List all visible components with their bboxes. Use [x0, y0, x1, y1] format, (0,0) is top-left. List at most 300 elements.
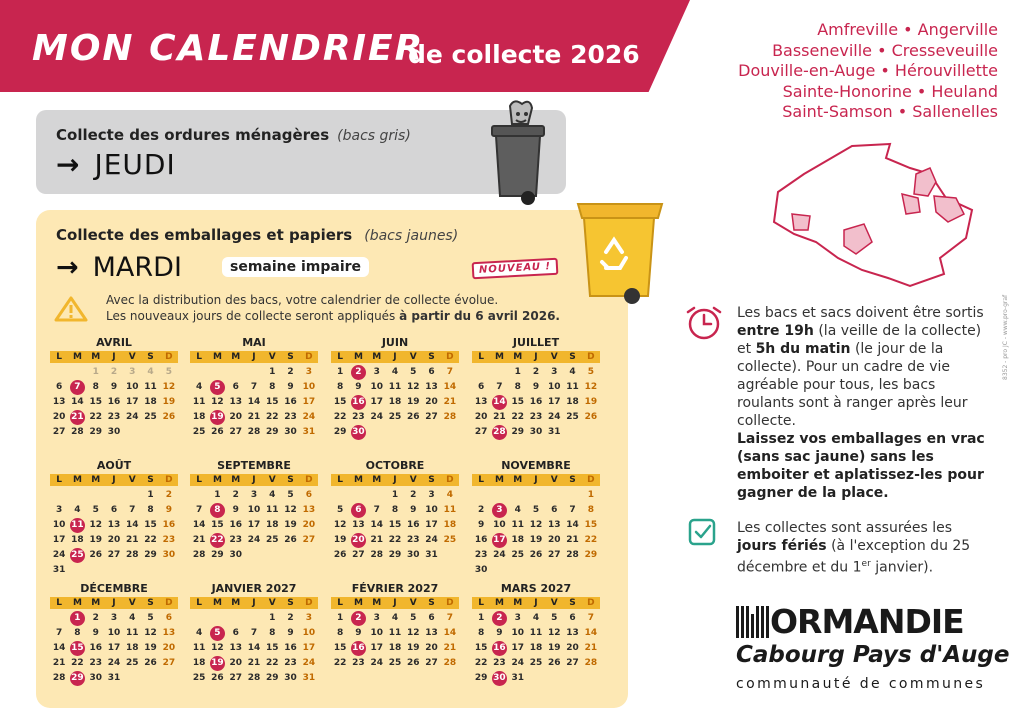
day-cell: 1 — [391, 490, 399, 500]
day-cell: 5 — [147, 613, 154, 623]
day-cell: 27 — [566, 658, 579, 668]
month-3 — [331, 336, 459, 440]
day-cell: 15 — [511, 397, 524, 407]
weekday-label: M — [353, 598, 363, 608]
weekday-label: S — [569, 475, 576, 485]
household-waste-subtitle: (bacs gris) — [337, 128, 411, 144]
day-cell: 23 — [407, 535, 420, 545]
weekday-header — [472, 351, 600, 363]
day-cell: 17 — [126, 397, 139, 407]
day-grid — [472, 611, 600, 686]
day-cell: 14 — [247, 397, 261, 407]
day-cell: 22 — [89, 412, 102, 422]
weekday-label: D — [165, 475, 173, 485]
day-cell: 1 — [587, 490, 594, 500]
weekday-label: S — [569, 352, 576, 362]
day-cell: 7 — [129, 505, 136, 515]
day-cell: 12 — [211, 643, 224, 653]
day-cell: 5 — [165, 367, 172, 377]
day-cell: 20 — [107, 535, 121, 545]
day-cell: 9 — [110, 382, 118, 392]
month-name: MAI — [242, 336, 266, 349]
empty-cell — [87, 488, 105, 503]
day-cell: 23 — [284, 412, 297, 422]
checkbox-icon — [688, 518, 720, 546]
day-cell: 8 — [74, 628, 81, 638]
day-cell: 24 — [126, 412, 139, 422]
weekday-label: L — [478, 598, 485, 608]
day-cell: 23 — [107, 412, 121, 422]
day-grid — [472, 488, 600, 578]
day-cell: 19 — [407, 643, 420, 653]
clock-icon — [684, 306, 724, 342]
collection-day: 2 — [349, 365, 367, 380]
collection-day: 30 — [490, 671, 508, 686]
day-cell: 9 — [410, 505, 417, 515]
collection-day: 15 — [68, 641, 86, 656]
day-cell: 3 — [551, 367, 558, 377]
weekday-label: V — [128, 475, 136, 485]
day-cell: 13 — [566, 628, 579, 638]
day-cell: 24 — [370, 658, 383, 668]
day-cell: 13 — [474, 397, 488, 407]
day-cell: 17 — [52, 535, 66, 545]
day-cell: 30 — [529, 427, 543, 437]
day-cell: 29 — [333, 427, 347, 437]
weekday-label: D — [305, 598, 313, 608]
day-cell: 19 — [529, 535, 543, 545]
day-cell: 5 — [410, 367, 417, 377]
day-cell: 24 — [548, 412, 561, 422]
day-cell: 18 — [388, 643, 402, 653]
day-cell: 4 — [514, 505, 521, 515]
day-cell: 25 — [443, 535, 457, 545]
empty-cell — [190, 611, 208, 626]
weekday-label: M — [212, 598, 222, 608]
day-cell: 21 — [584, 643, 598, 653]
day-cell: 3 — [428, 490, 435, 500]
day-cell: 28 — [71, 427, 84, 437]
day-cell: 27 — [302, 535, 316, 545]
day-cell: 16 — [529, 397, 543, 407]
day-cell: 10 — [425, 505, 438, 515]
weekday-label: S — [147, 598, 154, 608]
day-cell: 18 — [126, 643, 139, 653]
day-cell: 4 — [129, 613, 136, 623]
day-cell: 1 — [147, 490, 154, 500]
day-cell: 13 — [107, 520, 121, 530]
weekday-label: L — [478, 475, 485, 485]
day-cell: 13 — [162, 628, 176, 638]
day-cell: 6 — [305, 490, 312, 500]
day-cell: 7 — [569, 505, 576, 515]
day-cell: 23 — [493, 658, 506, 668]
day-cell: 30 — [89, 673, 102, 683]
packaging-subtitle: (bacs jaunes) — [364, 228, 459, 244]
month-7 — [331, 459, 459, 563]
day-cell: 24 — [302, 658, 316, 668]
day-cell: 11 — [388, 382, 402, 392]
empty-cell — [208, 611, 226, 626]
day-cell: 9 — [165, 505, 172, 515]
empty-cell — [245, 611, 263, 626]
weekday-label: V — [268, 475, 276, 485]
collection-day: 14 — [490, 395, 508, 410]
empty-cell — [190, 365, 208, 380]
day-cell: 11 — [566, 382, 579, 392]
day-cell: 25 — [126, 658, 139, 668]
collection-day: 11 — [68, 518, 86, 533]
collection-day: 21 — [68, 410, 86, 425]
empty-cell — [68, 365, 86, 380]
weekday-label: D — [446, 475, 454, 485]
day-cell: 27 — [352, 550, 365, 560]
weekday-header — [331, 597, 459, 609]
day-cell: 9 — [496, 628, 503, 638]
weekday-label: S — [147, 475, 154, 485]
day-cell: 4 — [446, 490, 453, 500]
day-cell: 7 — [446, 367, 453, 377]
weekday-label: L — [337, 352, 344, 362]
day-cell: 12 — [407, 628, 420, 638]
weekday-header — [331, 474, 459, 486]
day-cell: 27 — [548, 550, 561, 560]
day-cell: 2 — [287, 367, 294, 377]
day-cell: 10 — [126, 382, 139, 392]
day-cell: 9 — [355, 382, 362, 392]
collection-day: 8 — [208, 503, 226, 518]
weekday-label: M — [353, 352, 363, 362]
day-cell: 10 — [511, 628, 524, 638]
month-1 — [50, 336, 178, 440]
day-cell: 14 — [443, 628, 457, 638]
weekday-label: S — [569, 598, 576, 608]
day-cell: 2 — [478, 505, 485, 515]
day-cell: 28 — [443, 658, 457, 668]
day-cell: 20 — [425, 397, 438, 407]
month-name: NOVEMBRE — [501, 459, 571, 472]
day-cell: 6 — [232, 382, 239, 392]
logo-cabourg: Cabourg Pays d'Auge — [736, 642, 1010, 668]
day-grid — [331, 611, 459, 671]
day-cell: 3 — [129, 367, 136, 377]
day-cell: 29 — [584, 550, 598, 560]
yellow-bin-icon — [574, 196, 666, 308]
day-cell: 10 — [247, 505, 261, 515]
month-8 — [472, 459, 600, 578]
empty-cell — [545, 488, 563, 503]
day-cell: 5 — [287, 490, 294, 500]
new-badge: NOUVEAU ! — [472, 258, 559, 279]
day-cell: 4 — [391, 613, 399, 623]
day-cell: 31 — [302, 673, 316, 683]
day-cell: 19 — [333, 535, 347, 545]
collection-day: 17 — [490, 533, 508, 548]
day-cell: 19 — [89, 535, 102, 545]
day-cell: 13 — [548, 520, 561, 530]
day-cell: 8 — [391, 505, 399, 515]
weekday-label: J — [534, 352, 538, 362]
day-cell: 27 — [52, 427, 66, 437]
collection-day: 2 — [349, 611, 367, 626]
day-cell: 15 — [388, 520, 402, 530]
empty-cell — [472, 488, 490, 503]
day-cell: 31 — [52, 565, 66, 575]
weekday-label: J — [112, 598, 116, 608]
weekday-label: L — [196, 352, 203, 362]
empty-cell — [563, 488, 581, 503]
weekday-header — [50, 474, 178, 486]
day-cell: 30 — [107, 427, 121, 437]
household-waste-title: Collecte des ordures ménagères (bacs gris) — [56, 126, 411, 144]
day-cell: 22 — [71, 658, 84, 668]
day-cell: 17 — [425, 520, 438, 530]
day-cell: 28 — [584, 658, 598, 668]
weekday-label: M — [231, 598, 241, 608]
day-cell: 10 — [302, 628, 316, 638]
day-cell: 6 — [428, 367, 435, 377]
month-name: MARS 2027 — [500, 582, 572, 595]
month-10 — [190, 582, 318, 686]
day-cell: 14 — [443, 382, 457, 392]
arrow-right-icon: → — [56, 148, 81, 181]
day-cell: 23 — [352, 412, 365, 422]
day-cell: 13 — [229, 397, 242, 407]
weekday-label: M — [91, 598, 101, 608]
collection-day: 7 — [68, 380, 86, 395]
day-cell: 26 — [211, 427, 224, 437]
weekday-label: J — [393, 352, 397, 362]
day-cell: 2 — [165, 490, 172, 500]
day-cell: 12 — [284, 505, 297, 515]
month-name: FÉVRIER 2027 — [351, 582, 439, 595]
day-cell: 7 — [56, 628, 63, 638]
day-cell: 1 — [214, 490, 221, 500]
day-cell: 30 — [474, 565, 488, 575]
day-cell: 29 — [211, 550, 224, 560]
weekday-label: S — [428, 352, 435, 362]
day-cell: 21 — [247, 412, 261, 422]
empty-cell — [490, 488, 508, 503]
weekday-label: J — [112, 352, 116, 362]
day-cell: 9 — [355, 628, 362, 638]
weekday-label: V — [409, 598, 417, 608]
day-cell: 26 — [89, 550, 102, 560]
weekday-label: J — [252, 475, 256, 485]
day-cell: 7 — [587, 613, 594, 623]
weekday-label: M — [494, 598, 504, 608]
day-cell: 1 — [337, 613, 344, 623]
day-cell: 2 — [110, 367, 118, 377]
day-cell: 6 — [56, 382, 63, 392]
day-cell: 8 — [587, 505, 594, 515]
month-9 — [50, 582, 178, 686]
day-cell: 25 — [388, 658, 402, 668]
empty-cell — [527, 488, 545, 503]
weekday-label: J — [534, 598, 538, 608]
empty-cell — [227, 365, 245, 380]
collection-day: 20 — [349, 533, 367, 548]
day-cell: 13 — [425, 382, 438, 392]
day-cell: 14 — [71, 397, 84, 407]
day-cell: 19 — [144, 643, 157, 653]
day-cell: 7 — [446, 613, 453, 623]
day-cell: 16 — [89, 643, 102, 653]
day-cell: 10 — [52, 520, 66, 530]
day-cell: 26 — [211, 673, 224, 683]
arrow-right-icon: → — [56, 252, 79, 283]
collection-day: 19 — [208, 656, 226, 671]
weekday-label: D — [587, 475, 595, 485]
logo-normandie: ORMANDIE — [770, 602, 964, 641]
day-cell: 24 — [107, 658, 121, 668]
day-cell: 7 — [196, 505, 203, 515]
day-cell: 8 — [269, 628, 276, 638]
weekday-label: D — [446, 352, 454, 362]
day-cell: 8 — [337, 628, 344, 638]
day-cell: 22 — [584, 535, 598, 545]
day-grid — [190, 611, 318, 686]
weekday-label: L — [56, 475, 63, 485]
day-grid — [190, 365, 318, 440]
day-cell: 31 — [548, 427, 561, 437]
day-cell: 17 — [107, 643, 121, 653]
collection-day: 16 — [490, 641, 508, 656]
month-11 — [331, 582, 459, 671]
empty-cell — [50, 611, 68, 626]
day-cell: 11 — [443, 505, 457, 515]
day-cell: 12 — [162, 382, 176, 392]
collection-day: 25 — [68, 548, 86, 563]
day-cell: 27 — [425, 658, 438, 668]
day-cell: 20 — [52, 412, 66, 422]
weekday-label: S — [287, 475, 294, 485]
commune-line: Saint-Samson • Sallenelles — [782, 102, 998, 122]
weekday-label: V — [128, 598, 136, 608]
commune-line: Basseneville • Cresseveuille — [772, 40, 998, 60]
weekday-label: S — [428, 475, 435, 485]
day-cell: 27 — [229, 673, 242, 683]
day-cell: 24 — [425, 535, 438, 545]
day-cell: 12 — [333, 520, 347, 530]
day-cell: 6 — [232, 628, 239, 638]
day-cell: 25 — [529, 658, 543, 668]
weekday-label: L — [56, 352, 63, 362]
day-cell: 17 — [247, 520, 261, 530]
weekday-label: V — [550, 598, 558, 608]
day-cell: 1 — [269, 367, 276, 377]
day-cell: 13 — [352, 520, 365, 530]
day-cell: 5 — [587, 367, 594, 377]
day-cell: 2 — [287, 613, 294, 623]
day-cell: 25 — [192, 673, 206, 683]
day-cell: 26 — [284, 535, 297, 545]
day-cell: 1 — [514, 367, 521, 377]
day-grid — [50, 365, 178, 440]
day-cell: 20 — [229, 412, 242, 422]
day-cell: 14 — [566, 520, 579, 530]
day-cell: 15 — [89, 397, 102, 407]
day-cell: 22 — [388, 535, 402, 545]
weekday-label: M — [212, 475, 222, 485]
day-cell: 26 — [529, 550, 543, 560]
day-cell: 13 — [302, 505, 316, 515]
weekday-label: M — [72, 475, 82, 485]
day-cell: 11 — [126, 628, 139, 638]
day-cell: 4 — [196, 628, 203, 638]
household-waste-day: → JEUDI — [56, 148, 176, 181]
packaging-day: → MARDI — [56, 252, 182, 283]
day-cell: 31 — [302, 427, 316, 437]
day-cell: 30 — [407, 550, 420, 560]
month-name: OCTOBRE — [365, 459, 425, 472]
day-cell: 27 — [229, 427, 242, 437]
day-cell: 24 — [52, 550, 66, 560]
day-cell: 17 — [370, 397, 383, 407]
day-cell: 18 — [388, 397, 402, 407]
day-cell: 18 — [511, 535, 524, 545]
day-cell: 8 — [478, 628, 485, 638]
day-cell: 26 — [407, 412, 420, 422]
weekday-label: V — [268, 352, 276, 362]
day-cell: 1 — [478, 613, 485, 623]
day-cell: 28 — [126, 550, 139, 560]
month-name: JANVIER 2027 — [211, 582, 297, 595]
weekday-label: S — [147, 352, 154, 362]
day-cell: 19 — [162, 397, 176, 407]
weekday-label: D — [587, 352, 595, 362]
day-cell: 25 — [192, 427, 206, 437]
day-cell: 26 — [584, 412, 598, 422]
day-cell: 30 — [284, 427, 297, 437]
month-name: DÉCEMBRE — [80, 582, 148, 595]
day-cell: 30 — [284, 673, 297, 683]
empty-cell — [509, 488, 527, 503]
collection-day: 5 — [208, 626, 226, 641]
empty-cell — [105, 488, 123, 503]
day-cell: 26 — [162, 412, 176, 422]
day-cell: 1 — [337, 367, 344, 377]
empty-cell — [349, 488, 367, 503]
weekday-label: V — [409, 475, 417, 485]
day-cell: 4 — [74, 505, 81, 515]
weekday-label: M — [513, 352, 523, 362]
commune-line: Douville-en-Auge • Hérouvillette — [738, 61, 998, 81]
day-cell: 21 — [52, 658, 66, 668]
weekday-label: V — [409, 352, 417, 362]
day-grid — [50, 611, 178, 686]
day-cell: 15 — [266, 643, 279, 653]
day-cell: 11 — [511, 520, 524, 530]
day-grid — [50, 488, 178, 578]
day-cell: 8 — [337, 382, 344, 392]
empty-cell — [472, 365, 490, 380]
day-cell: 9 — [532, 382, 540, 392]
weekday-label: M — [513, 598, 523, 608]
empty-cell — [68, 488, 86, 503]
communes-list — [738, 20, 998, 123]
day-cell: 23 — [529, 412, 543, 422]
day-cell: 11 — [144, 382, 157, 392]
day-cell: 22 — [144, 535, 157, 545]
day-cell: 3 — [305, 367, 312, 377]
month-name: JUIN — [381, 336, 409, 349]
day-grid — [472, 365, 600, 440]
day-cell: 27 — [474, 427, 488, 437]
bin-instructions: Les bacs et sacs doivent être sortis entre 19h (la veille de la collecte) et 5h du matin (le jour de la collecte). Pour un cadre de vie agréable pour tous, les bacs roulants sont à ranger après leur collecte. Laissez vos emballages en vrac (sans sac jaune) sans les emboiter et aplatissez-les pour gagner de la place. — [737, 304, 987, 502]
day-cell: 10 — [548, 382, 561, 392]
day-cell: 16 — [407, 520, 420, 530]
